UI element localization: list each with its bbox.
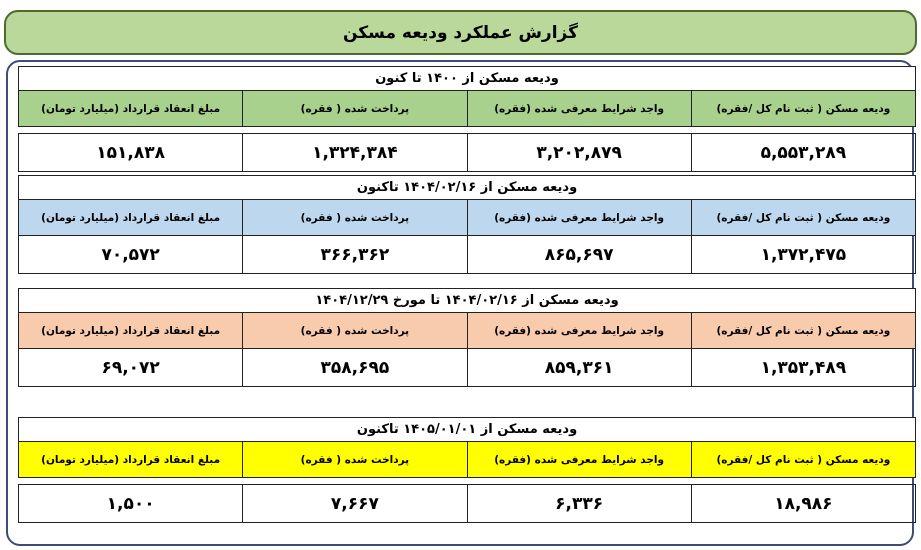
header-paid: پرداخت شده ( فقره) — [243, 313, 467, 349]
header-eligible-introduced: واجد شرایط معرفی شده (فقره) — [467, 91, 691, 127]
value-paid: ۱,۳۲۴,۳۸۴ — [243, 134, 467, 172]
value-contract-amount: ۷۰,۵۷۲ — [19, 236, 243, 274]
header-paid: پرداخت شده ( فقره) — [243, 200, 467, 236]
section-heading: ودیعه مسکن از ۱۴۰۰ تا کنون — [18, 66, 916, 90]
header-total-registered: ودیعه مسکن ( ثبت نام کل /فقره) — [691, 442, 915, 478]
stats-table — [18, 312, 916, 387]
header-eligible-introduced: واجد شرایط معرفی شده (فقره) — [467, 313, 691, 349]
value-eligible-introduced: ۸۵۹,۳۶۱ — [467, 349, 691, 387]
section-heading: ودیعه مسکن از ۱۴۰۴/۰۲/۱۶ تا مورخ ۱۴۰۴/۱۲/۲۹ — [18, 288, 916, 312]
value-paid: ۳۵۸,۶۹۵ — [243, 349, 467, 387]
value-total-registered: ۱,۳۵۳,۴۸۹ — [691, 349, 915, 387]
value-contract-amount: ۱,۵۰۰ — [19, 485, 243, 523]
stats-table — [18, 199, 916, 274]
value-eligible-introduced: ۳,۲۰۲,۸۷۹ — [467, 134, 691, 172]
report-title: گزارش عملکرد ودیعه مسکن — [343, 22, 579, 43]
value-paid: ۳۶۶,۳۶۲ — [243, 236, 467, 274]
value-paid: ۷,۶۶۷ — [243, 485, 467, 523]
header-paid: پرداخت شده ( فقره) — [243, 442, 467, 478]
section-since-1404-02-16 — [18, 175, 916, 274]
section-1404-02-16-to-1404-12-29 — [18, 288, 916, 387]
stats-table — [18, 90, 916, 172]
header-contract-amount: مبلغ انعقاد قرارداد (میلیارد تومان) — [19, 442, 243, 478]
header-total-registered: ودیعه مسکن ( ثبت نام کل /فقره) — [691, 91, 915, 127]
section-heading: ودیعه مسکن از ۱۴۰۴/۰۲/۱۶ تاکنون — [18, 175, 916, 199]
value-total-registered: ۱,۳۷۲,۴۷۵ — [691, 236, 915, 274]
value-eligible-introduced: ۸۶۵,۶۹۷ — [467, 236, 691, 274]
header-total-registered: ودیعه مسکن ( ثبت نام کل /فقره) — [691, 200, 915, 236]
header-total-registered: ودیعه مسکن ( ثبت نام کل /فقره) — [691, 313, 915, 349]
header-eligible-introduced: واجد شرایط معرفی شده (فقره) — [467, 200, 691, 236]
header-contract-amount: مبلغ انعقاد قرارداد (میلیارد تومان) — [19, 200, 243, 236]
section-since-1400 — [18, 66, 916, 172]
row-separator — [19, 127, 916, 134]
stats-table — [18, 441, 916, 523]
header-eligible-introduced: واجد شرایط معرفی شده (فقره) — [467, 442, 691, 478]
value-eligible-introduced: ۶,۳۳۶ — [467, 485, 691, 523]
row-separator — [19, 478, 916, 485]
header-paid: پرداخت شده ( فقره) — [243, 91, 467, 127]
header-contract-amount: مبلغ انعقاد قرارداد (میلیارد تومان) — [19, 91, 243, 127]
value-contract-amount: ۶۹,۰۷۲ — [19, 349, 243, 387]
section-heading: ودیعه مسکن از ۱۴۰۵/۰۱/۰۱ تاکنون — [18, 417, 916, 441]
header-contract-amount: مبلغ انعقاد قرارداد (میلیارد تومان) — [19, 313, 243, 349]
value-total-registered: ۵,۵۵۳,۲۸۹ — [691, 134, 915, 172]
report-title-banner — [4, 10, 917, 55]
value-total-registered: ۱۸,۹۸۶ — [691, 485, 915, 523]
section-since-1405-01-01 — [18, 417, 916, 523]
value-contract-amount: ۱۵۱,۸۳۸ — [19, 134, 243, 172]
